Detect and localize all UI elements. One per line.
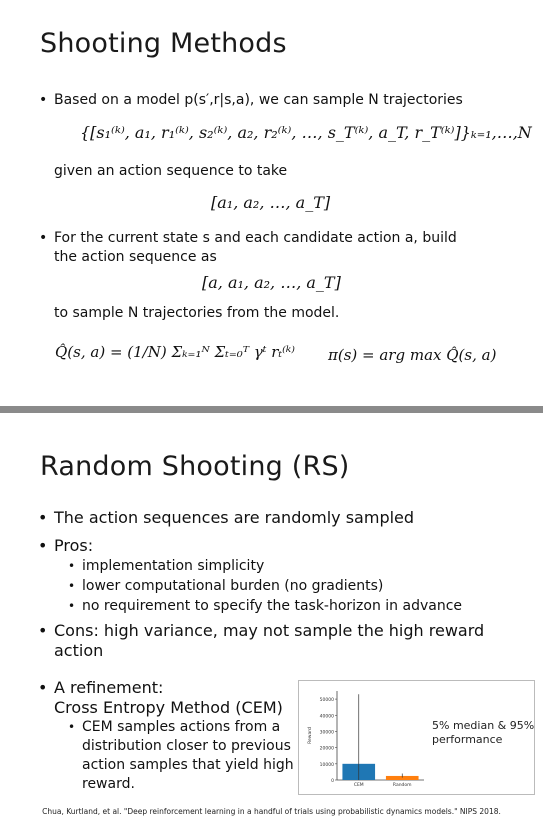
bullet-cons: • Cons: high variance, may not sample the high reward action: [38, 621, 485, 660]
slide-title: Shooting Methods: [40, 28, 287, 59]
pro-item: • lower computational burden (no gradients): [68, 578, 384, 594]
y-tick-label: 20000: [319, 746, 334, 752]
pro-item: • no requirement to specify the task-horizon in advance: [68, 598, 463, 614]
chart-annotation: 5% median & 95%: [432, 719, 534, 732]
x-tick-label: CEM: [353, 783, 364, 788]
bullet-random-sampled: • The action sequences are randomly sampled: [38, 508, 415, 527]
slide-title: Random Shooting (RS): [40, 451, 350, 482]
y-axis-label: Reward: [308, 727, 313, 744]
bullet-refinement: • A refinement: Cross Entropy Method (CEM): [38, 678, 283, 717]
bullet-candidate-action: • For the current state s and each candidate action a, build the action sequence as: [39, 230, 457, 265]
policy-formula: π(s) = arg max Q̂(s, a): [328, 346, 497, 364]
slide-divider: [0, 406, 543, 413]
y-tick-label: 40000: [319, 714, 334, 720]
chart-annotation: performance: [432, 733, 503, 746]
sample-trajectories-text: to sample N trajectories from the model.: [54, 305, 340, 321]
slide-shooting-methods: [0, 0, 543, 407]
bullet-model-sampling: • Based on a model p(s′,r|s,a), we can sample N trajectories: [39, 92, 463, 108]
y-tick-label: 0: [331, 779, 334, 784]
pro-item: • implementation simplicity: [68, 558, 265, 574]
x-tick-label: Random: [392, 783, 412, 788]
y-tick-label: 50000: [319, 698, 334, 704]
cem-description: • CEM samples actions from a distribution closer to previous action samples that yield high reward.: [68, 719, 294, 792]
y-tick-label: 10000: [319, 762, 334, 768]
y-tick-label: 30000: [319, 730, 334, 736]
trajectory-set-formula: {[s₁⁽ᵏ⁾, a₁, r₁⁽ᵏ⁾, s₂⁽ᵏ⁾, a₂, r₂⁽ᵏ⁾, …, s_T⁽ᵏ⁾, a_T, r_T⁽ᵏ⁾]}ₖ₌₁,…,N: [80, 123, 532, 142]
slide-random-shooting: [0, 413, 543, 823]
q-value-formula: Q̂(s, a) = (1/N) Σₖ₌₁ᴺ Σₜ₌₀ᵀ γᵗ rₜ⁽ᵏ⁾: [55, 343, 295, 361]
reward-bar-chart: [298, 680, 535, 795]
given-action-text: given an action sequence to take: [54, 163, 288, 179]
action-sequence-formula: [a₁, a₂, …, a_T]: [211, 193, 331, 212]
bullet-pros: • Pros:: [38, 536, 94, 555]
chart-svg: [299, 681, 534, 794]
candidate-sequence-formula: [a, a₁, a₂, …, a_T]: [202, 273, 341, 292]
citation-caption: Chua, Kurtland, et al. "Deep reinforcement learning in a handful of trials using probabilistic dynamics models." NIPS 2018.: [42, 807, 501, 816]
